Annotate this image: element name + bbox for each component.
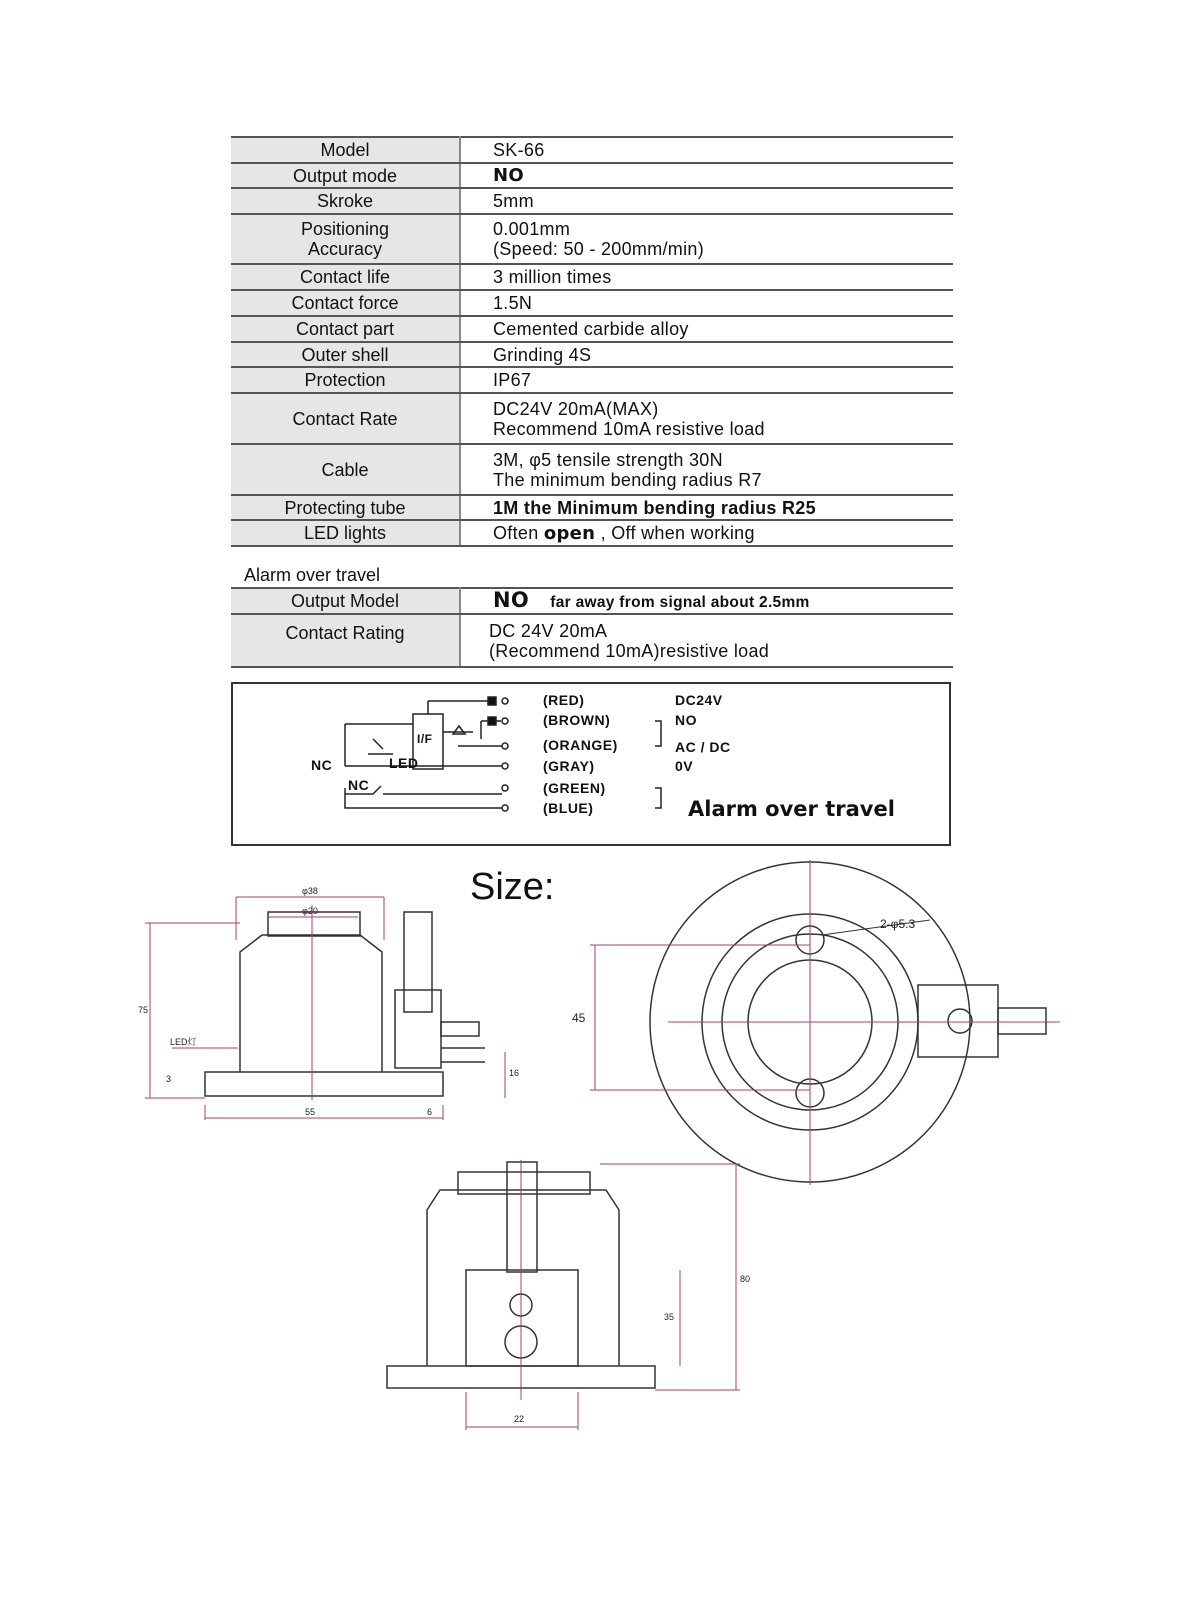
front-view bbox=[145, 897, 505, 1120]
dim-label: 3 bbox=[166, 1074, 172, 1084]
dim-label: 55 bbox=[305, 1107, 316, 1117]
spec-key: Protection bbox=[231, 367, 460, 393]
spec-value-line: DC24V 20mA(MAX) bbox=[493, 398, 659, 419]
base-plate bbox=[205, 1072, 443, 1096]
dc24v-label: DC24V bbox=[675, 692, 723, 708]
spec-value: 5mm bbox=[460, 188, 953, 214]
alarm-heading: Alarm over travel bbox=[244, 565, 381, 585]
dim-45 bbox=[590, 945, 810, 1090]
spec-value: SK-66 bbox=[460, 137, 953, 163]
spec-value-line: 3M, φ5 tensile strength 30N bbox=[493, 449, 723, 470]
dim-label: 22 bbox=[514, 1414, 525, 1424]
centerlines bbox=[668, 860, 1060, 1185]
side-block bbox=[395, 990, 441, 1068]
nc-label: NC bbox=[311, 757, 333, 773]
spec-key: Contact Rate bbox=[231, 393, 460, 444]
side-view bbox=[387, 1160, 740, 1430]
dim-d38 bbox=[236, 897, 384, 940]
spec-key: Cable bbox=[231, 444, 460, 495]
alarm-over-travel-label: Alarm over travel bbox=[688, 797, 895, 821]
wire-label-gray: (GRAY) bbox=[543, 758, 595, 774]
probe-rod bbox=[404, 912, 432, 1012]
dim-55 bbox=[205, 1105, 443, 1120]
dim-label: 45 bbox=[572, 1011, 586, 1025]
spec-value: IP67 bbox=[460, 367, 953, 393]
spec-value: NO bbox=[460, 163, 953, 188]
wire-label-blue: (BLUE) bbox=[543, 800, 594, 816]
cable-gland bbox=[998, 1008, 1046, 1034]
cable-exit bbox=[441, 1048, 485, 1062]
spec-value: 1M the Minimum bending radius R25 bbox=[460, 495, 953, 520]
wire-label-red: (RED) bbox=[543, 692, 585, 708]
dim-label: 16 bbox=[509, 1068, 520, 1078]
dim-label: LED灯 bbox=[170, 1037, 197, 1047]
nc-label: NC bbox=[348, 777, 370, 793]
spec-key: Outer shell bbox=[231, 342, 460, 367]
body-outline bbox=[240, 935, 382, 1072]
dim-label: 75 bbox=[138, 1005, 149, 1015]
spec-key-line: Accuracy bbox=[307, 239, 383, 259]
spec-key: Output Model bbox=[231, 588, 460, 614]
spec-value-line: Recommend 10mA resistive load bbox=[493, 418, 765, 439]
spec-value: Grinding 4S bbox=[460, 342, 953, 367]
ov-label: 0V bbox=[675, 758, 694, 774]
dim-label: 80 bbox=[740, 1274, 751, 1284]
led-text-c: , Off when working bbox=[595, 522, 755, 543]
dim-22 bbox=[466, 1392, 578, 1430]
output-model-note: far away from signal about 2.5mm bbox=[550, 593, 810, 611]
dim-label: φ20 bbox=[302, 906, 318, 916]
if-label: I/F bbox=[417, 732, 433, 746]
wire-label-brown: (BROWN) bbox=[543, 712, 611, 728]
no-label: NO bbox=[675, 712, 697, 728]
spec-key: Skroke bbox=[231, 188, 460, 214]
spec-key: LED lights bbox=[231, 520, 460, 546]
top-view bbox=[590, 860, 1060, 1185]
spec-value-line: (Recommend 10mA)resistive load bbox=[489, 640, 770, 661]
spec-value-line: The minimum bending radius R7 bbox=[493, 469, 762, 490]
probe-rod bbox=[507, 1162, 537, 1272]
spec-value-line: (Speed: 50 - 200mm/min) bbox=[493, 239, 704, 259]
dim-label: φ38 bbox=[302, 886, 318, 896]
output-model-no: NO bbox=[493, 587, 530, 612]
spec-key: Contact force bbox=[231, 290, 460, 316]
size-title: Size: bbox=[470, 866, 555, 908]
dim-80 bbox=[600, 1164, 740, 1390]
spec-key: Protecting tube bbox=[231, 495, 460, 520]
wire-label-orange: (ORANGE) bbox=[543, 737, 618, 753]
spec-value: Cemented carbide alloy bbox=[460, 316, 953, 342]
dimension-labels bbox=[138, 886, 915, 1424]
spec-key: Contact Rating bbox=[231, 614, 460, 667]
spec-key: Output mode bbox=[231, 163, 460, 188]
spec-key: Model bbox=[231, 137, 460, 163]
spec-key: Contact part bbox=[231, 316, 460, 342]
side-box bbox=[918, 985, 998, 1057]
spec-key-line: Positioning bbox=[300, 219, 390, 239]
acdc-label: AC / DC bbox=[675, 739, 731, 755]
side-block bbox=[466, 1270, 578, 1366]
spec-value: 1.5N bbox=[460, 290, 953, 316]
wire-label-green: (GREEN) bbox=[543, 780, 606, 796]
led-text-open: open bbox=[543, 522, 596, 544]
spec-key: Contact life bbox=[231, 264, 460, 290]
body-outline bbox=[427, 1190, 619, 1366]
led-text-a: Often bbox=[493, 522, 544, 543]
dim-label: 6 bbox=[427, 1107, 433, 1117]
side-fitting bbox=[441, 1022, 479, 1036]
spec-value-line: DC 24V 20mA bbox=[489, 620, 608, 641]
dim-label: 35 bbox=[664, 1312, 675, 1322]
dim-label: 2-φ5.3 bbox=[880, 917, 916, 931]
spec-value-line: 0.001mm bbox=[493, 219, 571, 239]
nut bbox=[948, 1009, 972, 1033]
spec-value: 3 million times bbox=[460, 264, 953, 290]
led-label: LED bbox=[389, 755, 419, 771]
